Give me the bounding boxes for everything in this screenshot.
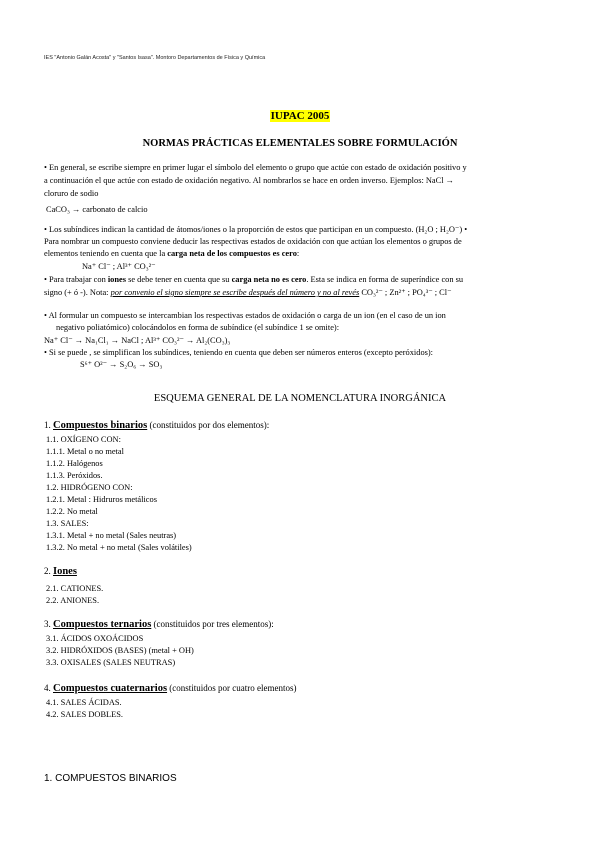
section-2-num: 2. — [44, 566, 51, 576]
list-item: 1.1. OXÍGENO CON: — [46, 435, 121, 444]
para3-line2: negativo poliatómico) colocándolos en forma de subíndice (el subíndice 1 se omite): — [56, 323, 340, 332]
list-item: 1.2. HIDRÓGENO CON: — [46, 483, 133, 492]
para1-line2: a continuación el que actúe con estado de oxidación negativo. Al nombrarlos se hace en orden inverso. Ejemplos: NaCl → — [44, 176, 455, 185]
section-1-name: Compuestos binarios — [53, 420, 148, 431]
para3-line5: S⁶⁺ O²⁻ → S₂O₆ → SO₃ — [80, 360, 163, 369]
list-item: 1.1.3. Peróxidos. — [46, 471, 103, 480]
section-4-name: Compuestos cuaternarios — [53, 683, 168, 694]
document-subtitle: NORMAS PRÁCTICAS ELEMENTALES SOBRE FORMULACIÓN — [142, 138, 458, 149]
section-3-num: 3. — [44, 619, 51, 629]
list-item: 3.3. OXISALES (SALES NEUTRAS) — [46, 658, 176, 667]
para2-line4: Na⁺ Cl⁻ ; Al³⁺ CO₃²⁻ — [82, 262, 156, 271]
para1-line4: CaCO₃ → carbonato de calcio — [46, 205, 148, 214]
section-4-desc: (constituidos por cuatro elementos) — [169, 683, 297, 693]
final-heading: 1. COMPUESTOS BINARIOS — [44, 773, 177, 784]
para2-line6-post: CO₃²⁻ ; Zn²⁺ ; PO₄³⁻ ; Cl⁻ — [359, 288, 452, 297]
para2-line5-bold2: carga neta no es cero — [231, 275, 307, 284]
section-3-name: Compuestos ternarios — [53, 619, 152, 630]
para2-line6-italic: por convenio el signo siempre se escribe después del número y no al revés — [110, 288, 360, 297]
list-item: 1.3.2. No metal + no metal (Sales volátiles) — [46, 543, 192, 552]
section-1-desc: (constituidos por dos elementos): — [149, 420, 270, 430]
para2-line5-mid: se debe tener en cuenta que su — [126, 275, 232, 284]
para2-line6-pre: signo (+ ó -). Nota: — [44, 288, 111, 297]
scheme-title: ESQUEMA GENERAL DE LA NOMENCLATURA INORGÁNICA — [153, 393, 447, 404]
page-header: IES "Antonio Galán Acosta" y "Santos Isasa". Montoro Departamentos de Física y Química — [44, 55, 266, 61]
para2-line6 — [44, 287, 452, 298]
list-item: 1.3.1. Metal + no metal (Sales neutras) — [46, 531, 177, 540]
section-2-name: Iones — [53, 566, 77, 577]
para2-line5-pre: • Para trabajar con — [44, 275, 108, 284]
para3-line3: Na⁺ Cl⁻ → Na₁Cl₁ → NaCl ; Al³⁺ CO₃²⁻ → Al₂(CO₃)₃ — [44, 336, 231, 345]
section-4-heading — [44, 683, 297, 694]
section-2-heading — [44, 566, 77, 577]
para3-line1: • Al formular un compuesto se intercambian los respectivas estados de oxidación o carga de un ion (en el caso de un ion — [44, 311, 446, 320]
para2-line5-post: . Esta se indica en forma de superíndice con su — [306, 275, 464, 284]
list-item: 3.1. ÁCIDOS OXOÁCIDOS — [46, 634, 144, 643]
section-3-desc: (constituidos por tres elementos): — [153, 619, 274, 629]
document-title — [0, 110, 600, 122]
list-item: 1.2.1. Metal : Hidruros metálicos — [46, 495, 157, 504]
list-item: 4.2. SALES DOBLES. — [46, 710, 124, 719]
list-item: 3.2. HIDRÓXIDOS (BASES) (metal + OH) — [46, 646, 194, 655]
section-4-num: 4. — [44, 683, 51, 693]
list-item: 2.2. ANIONES. — [46, 596, 100, 605]
para2-line5-bold1: iones — [107, 275, 127, 284]
para1-line3: cloruro de sodio — [44, 189, 99, 198]
title-highlight: IUPAC 2005 — [270, 110, 330, 122]
para2-line1: • Los subíndices indican la cantidad de átomos/iones o la proporción de estos que participan en un compuesto. (H₂O ; H₂O⁻) • — [44, 225, 468, 234]
para3-line4: • Si se puede , se simplifican los subíndices, teniendo en cuenta que deben ser números enteros (excepto peróxidos): — [44, 348, 434, 357]
para2-line3-bold: carga neta de los compuestos es cero — [167, 249, 297, 258]
list-item: 4.1. SALES ÁCIDAS. — [46, 698, 122, 707]
list-item: 1.1.2. Halógenos — [46, 459, 103, 468]
list-item: 1.1.1. Metal o no metal — [46, 447, 124, 456]
para2-line2: Para nombrar un compuesto conviene deducir las respectivas estados de oxidación con que actúan los elementos o grupos de — [44, 237, 462, 246]
section-3-heading — [44, 619, 274, 630]
list-item: 2.1. CATIONES. — [46, 584, 104, 593]
para2-line5 — [44, 274, 463, 285]
para2-line3-post: : — [296, 249, 300, 258]
para2-line3 — [44, 248, 299, 259]
list-item: 1.3. SALES: — [46, 519, 89, 528]
para2-line3-pre: elementos teniendo en cuenta que la — [44, 249, 168, 258]
para1-line1: • En general, se escribe siempre en primer lugar el símbolo del elemento o grupo que actúe con estado de oxidación positivo y — [44, 163, 467, 172]
section-1-heading — [44, 420, 269, 431]
list-item: 1.2.2. No metal — [46, 507, 98, 516]
section-1-num: 1. — [44, 420, 51, 430]
